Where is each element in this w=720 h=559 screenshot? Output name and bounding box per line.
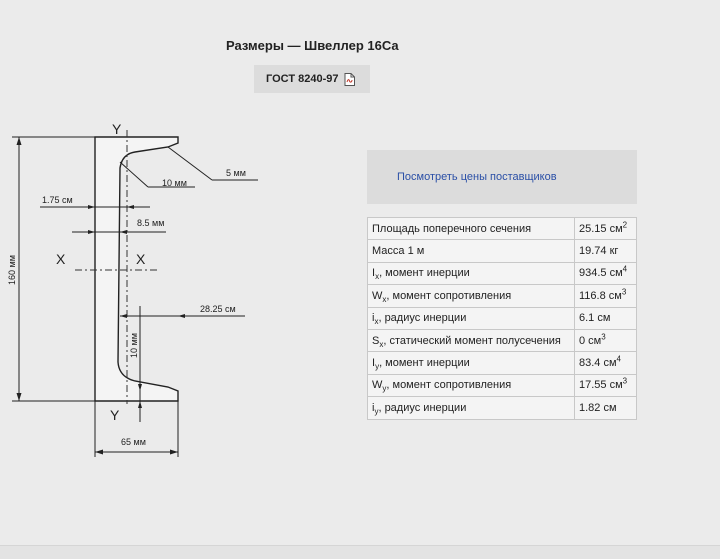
- property-label: $S_x$, статический момент полусечения: [368, 329, 575, 351]
- flange-thickness-dimension: [138, 306, 142, 422]
- shear-center-label: 28.25 см: [200, 304, 236, 314]
- property-value: 116.8 $см^3$: [575, 285, 637, 307]
- axis-y-bottom-label: Y: [110, 407, 120, 423]
- page-title: Размеры — Швеллер 16Са: [226, 38, 399, 53]
- property-label: $W_x$, момент сопротивления: [368, 285, 575, 307]
- radius-leaders: [120, 147, 258, 187]
- property-label: $W_y$, момент сопротивления: [368, 374, 575, 396]
- property-value: 0 $см^3$: [575, 329, 637, 351]
- axis-x-right-label: X: [136, 251, 146, 267]
- web-radius-label: 5 мм: [226, 168, 246, 178]
- pdf-document-icon[interactable]: [344, 73, 355, 86]
- table-row: [368, 285, 637, 307]
- property-value: 83.4 $см^4$: [575, 352, 637, 374]
- center-offset-label: 1.75 см: [42, 195, 73, 205]
- property-value: 6.1 см: [575, 307, 637, 329]
- shear-center-dimension: [120, 314, 245, 318]
- flange-thickness-label: 10 мм: [129, 333, 139, 358]
- property-label: $I_y$, момент инерции: [368, 352, 575, 374]
- property-value: 934.5 $см^4$: [575, 262, 637, 284]
- property-label: Площадь поперечного сечения: [368, 218, 575, 240]
- bottom-bar: [0, 545, 720, 559]
- width-dimension: [95, 401, 178, 457]
- property-value: 17.55 $см^3$: [575, 374, 637, 396]
- table-row: [368, 374, 637, 396]
- height-dimension: [12, 137, 95, 401]
- property-value: 25.15 $см^2$: [575, 218, 637, 240]
- property-label: $i_x$, радиус инерции: [368, 307, 575, 329]
- table-row: [368, 262, 637, 284]
- width-dimension-label: 65 мм: [121, 437, 146, 447]
- gost-standard-label: ГОСТ 8240-97: [266, 73, 339, 85]
- table-row: [368, 218, 637, 240]
- properties-table: [367, 217, 637, 420]
- web-thickness-label: 8.5 мм: [137, 218, 165, 228]
- supplier-prices-link[interactable]: Посмотреть цены поставщиков: [397, 171, 557, 183]
- table-row: [368, 329, 637, 351]
- flange-radius-label: 10 мм: [162, 178, 187, 188]
- axis-y-top-label: Y: [112, 121, 122, 137]
- table-row: [368, 352, 637, 374]
- property-label: $i_y$, радиус инерции: [368, 397, 575, 419]
- property-label: $I_x$, момент инерции: [368, 262, 575, 284]
- table-row: [368, 307, 637, 329]
- property-label: Масса 1 м: [368, 240, 575, 262]
- property-value: 19.74 кг: [575, 240, 637, 262]
- gost-standard-link[interactable]: [254, 65, 370, 93]
- table-row: [368, 397, 637, 419]
- table-row: [368, 240, 637, 262]
- channel-section-drawing: [0, 110, 300, 470]
- axis-x-left-label: X: [56, 251, 66, 267]
- property-value: 1.82 см: [575, 397, 637, 419]
- supplier-prices-box: [367, 150, 637, 204]
- height-dimension-label: 160 мм: [7, 255, 17, 285]
